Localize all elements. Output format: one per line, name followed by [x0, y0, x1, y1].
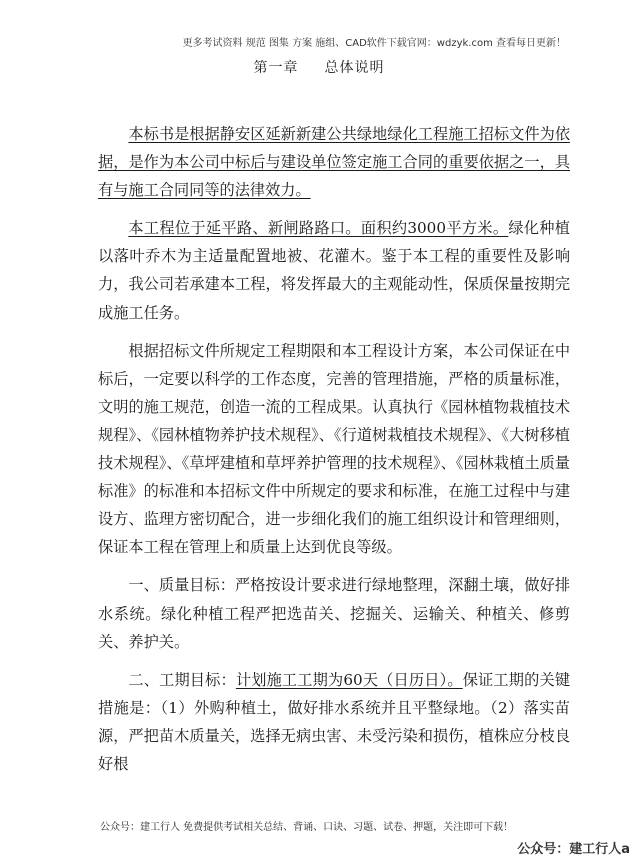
paragraph-2-text: 绿化种植以落叶乔木为主适量配置地被、花灌木。鉴于本工程的重要性及影响力，我公司若承建本工程，将发挥最大的主观能动性，保质保量按期完成施工任务。	[98, 219, 570, 322]
paragraph-2	[98, 214, 570, 326]
chapter-heading: 总体说明	[324, 60, 385, 76]
paragraph-3-text: 根据招标文件所规定工程期限和本工程设计方案，本公司保证在中标后，一定要以科学的工作态度，完善的管理措施，严格的质量标准，文明的施工规范，创造一流的工程成果。认真执行《园林植物栽植技术规程》、《园林植物养护技术规程》、《行道树栽植技术规程》、《大树移植技术规程》、《草坪建植和草坪养护管理的技术规程》、《园林栽植土质量标准》的标准和本招标文件中所规定的要求和标准，在施工过程中与建设方、监理方密切配合，进一步细化我们的施工组织设计和管理细则，保证本工程在管理上和质量上达到优良等级。	[98, 341, 570, 557]
paragraph-4-text: 一、质量目标：严格按设计要求进行绿地整理，深翻土壤，做好排水系统。绿化种植工程严把选苗关、挖掘关、运输关、种植关、修剪关、养护关。	[98, 576, 570, 651]
watermark: 公众号：建工行人a	[517, 842, 630, 857]
paragraph-5	[98, 666, 570, 778]
paragraph-5-text: 保证工期的关键措施是：（1）外购种植土，做好排水系统并且平整绿地。（2）落实苗源，严把苗木质量关，选择无病虫害、未受污染和损伤，植株应分枝良好根	[98, 670, 571, 773]
paragraph-5-underlined: 计划施工工期为60天（日历日）。	[235, 670, 463, 689]
paragraph-2-underlined: 本工程位于延平路、新闸路路口。面积约3000平方米。	[128, 219, 509, 238]
paragraph-1-underlined: 本标书是根据静安区延新新建公共绿地绿化工程施工招标文件为依据，是作为本公司中标后与建设单位签定施工合同的重要依据之一，具有与施工合同同等的法律效力。	[98, 125, 570, 200]
paragraph-4	[98, 571, 570, 655]
paragraph-1	[98, 120, 570, 204]
chapter-number: 第一章	[253, 60, 299, 76]
document-body	[98, 120, 570, 778]
paragraph-3	[98, 337, 570, 562]
header-note: 更多考试资料 规范 图集 方案 施组、CAD软件下载官网：wdzyk.com 查看每日更新！	[182, 38, 566, 49]
footer-note: 公众号：建工行人 免费提供考试相关总结、背诵、口诀、习题、试卷、押题，关注即可下载！	[100, 822, 514, 833]
chapter-title	[0, 57, 638, 77]
paragraph-5-prefix: 二、工期目标：	[128, 670, 236, 689]
